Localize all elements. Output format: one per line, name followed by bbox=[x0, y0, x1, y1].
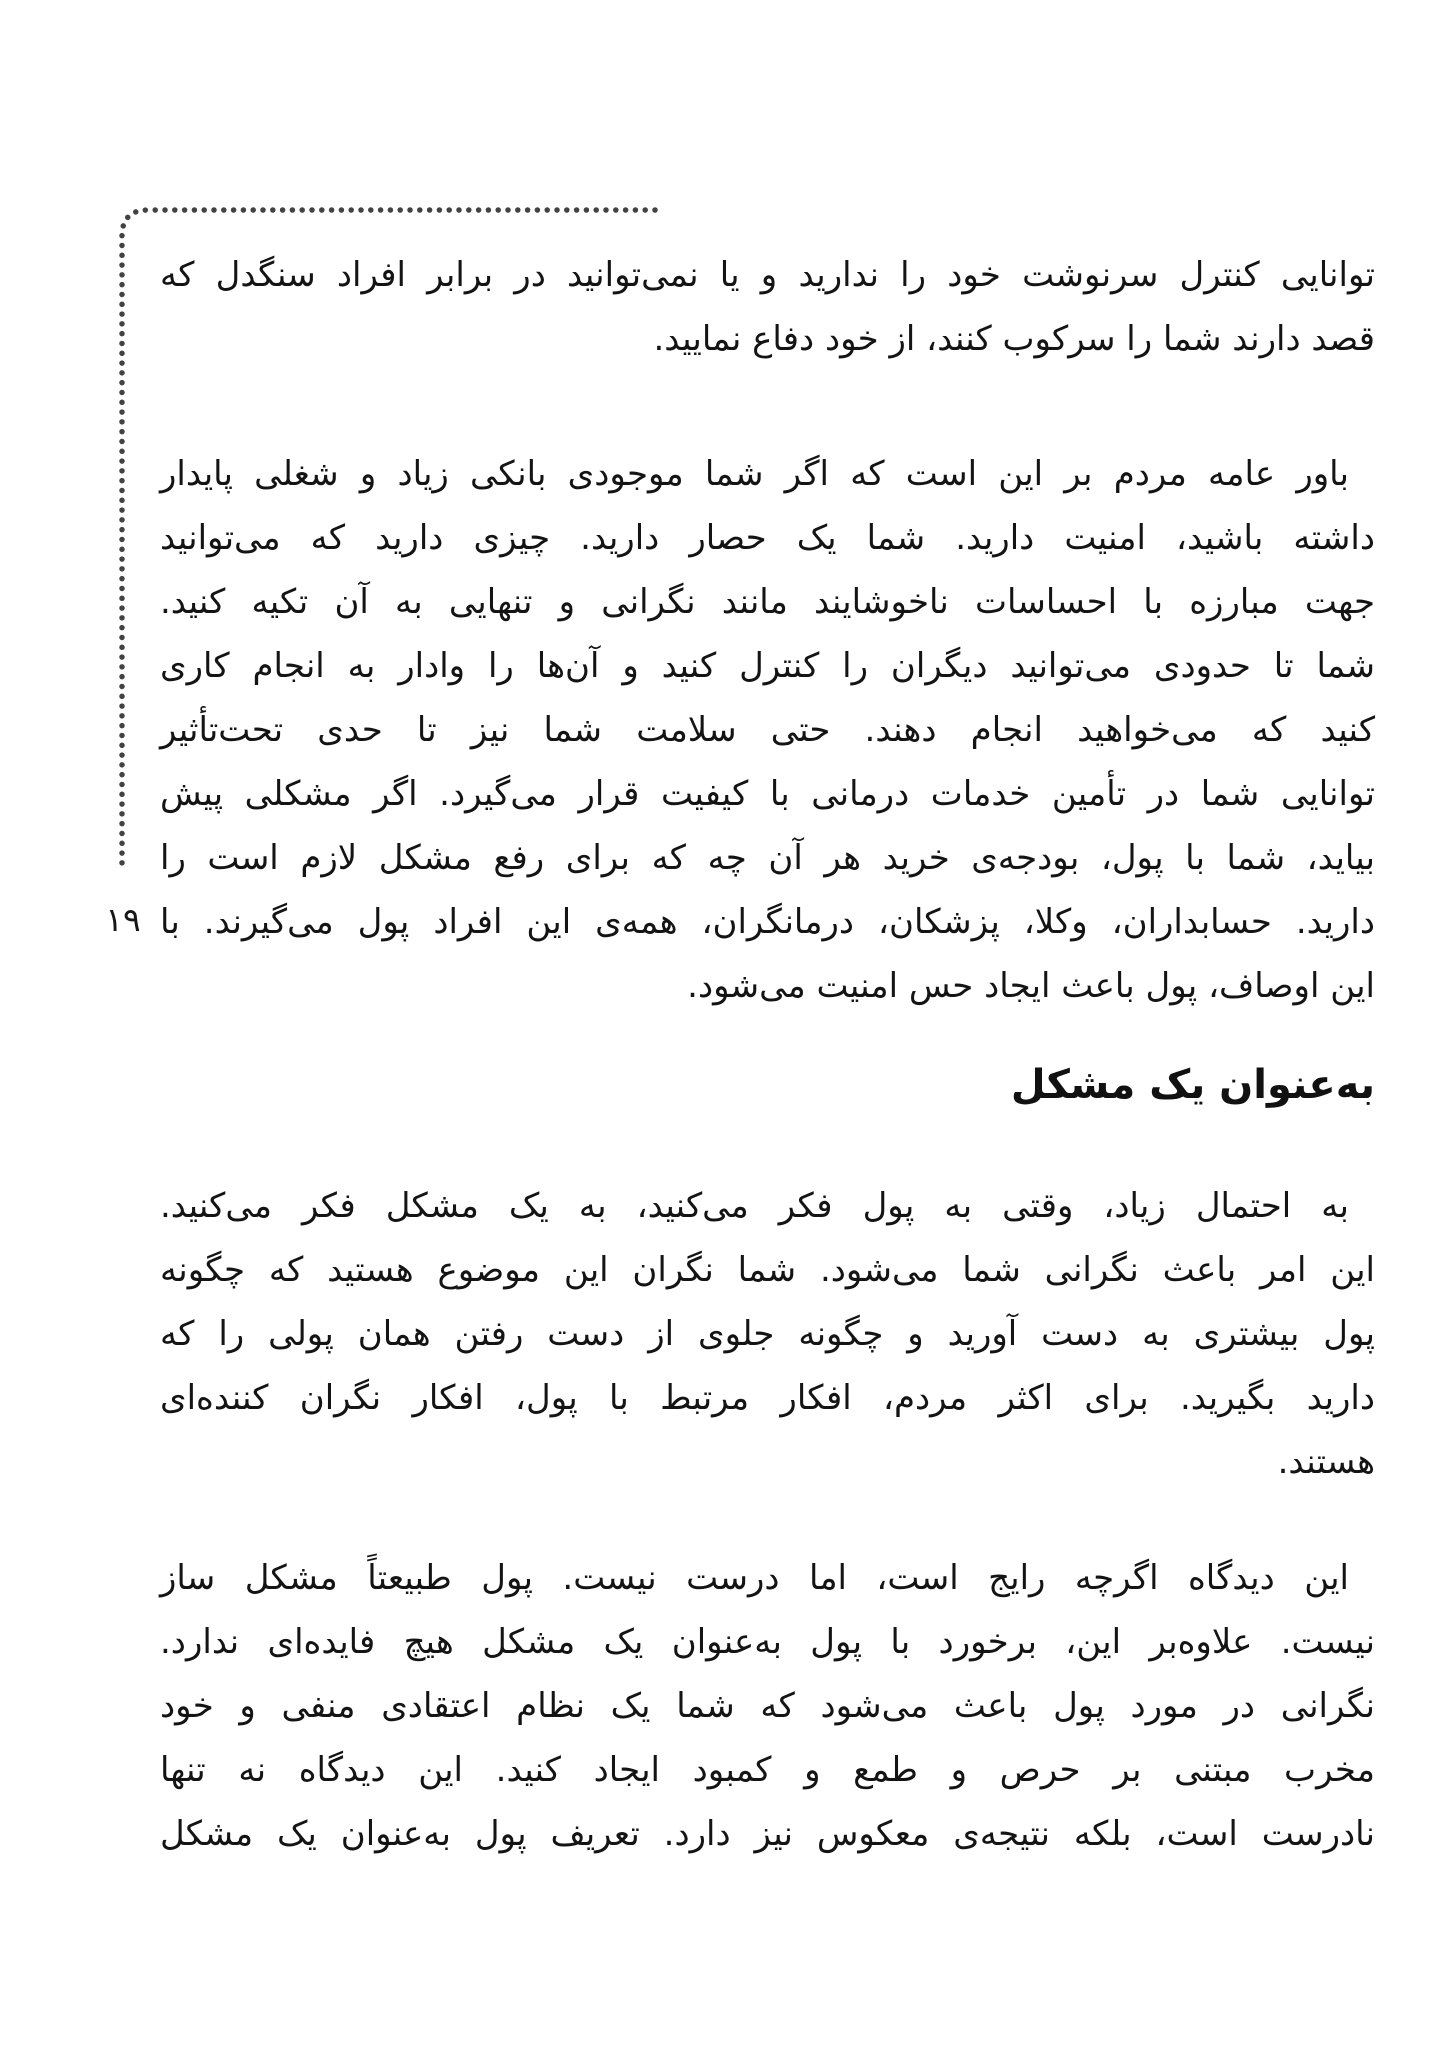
text-line: مخرب مبتنی بر حرص و طمع و کمبود ایجاد کنید. این دیدگاه نه تنها bbox=[160, 1750, 1375, 1790]
text-line: توانایی کنترل سرنوشت خود را ندارید و یا نمی‌توانید در برابر افراد سنگدل که bbox=[160, 255, 1375, 295]
text-line: نیست. علاوه‌بر این، برخورد با پول به‌عنوان یک مشکل هیچ فایده‌ای ندارد. bbox=[160, 1622, 1375, 1662]
body-text bbox=[160, 243, 1375, 1866]
text-line: کنید که می‌خواهید انجام دهند. حتی سلامت شما نیز تا حدی تحت‌تأثیر bbox=[160, 710, 1375, 750]
text-line: این اوصاف، پول باعث ایجاد حس امنیت می‌شود. bbox=[687, 966, 1375, 1006]
paragraph bbox=[160, 442, 1375, 1018]
text-line: دارید بگیرید. برای اکثر مردم، افکار مرتبط با پول، افکار نگران کننده‌ای bbox=[160, 1378, 1375, 1418]
text-line: پول بیشتری به دست آورید و چگونه جلوی از دست رفتن همان پولی را که bbox=[160, 1314, 1375, 1354]
paragraph bbox=[160, 243, 1375, 371]
paragraph bbox=[160, 1546, 1375, 1866]
text-line: نادرست است، بلکه نتیجه‌ی معکوس نیز دارد. تعریف پول به‌عنوان یک مشکل bbox=[160, 1814, 1375, 1854]
paragraph bbox=[160, 1174, 1375, 1494]
text-line: توانایی شما در تأمین خدمات درمانی با کیفیت قرار می‌گیرد. اگر مشکلی پیش bbox=[160, 774, 1375, 814]
text-line: جهت مبارزه با احساسات ناخوشایند مانند نگرانی و تنهایی به آن تکیه کنید. bbox=[160, 582, 1375, 622]
section-heading: به‌عنوان یک مشکل bbox=[1010, 1062, 1375, 1108]
text-line: این دیدگاه اگرچه رایج است، اما درست نیست. پول طبیعتاً مشکل ساز bbox=[160, 1558, 1349, 1598]
text-line: به احتمال زیاد، وقتی به پول فکر می‌کنید، به یک مشکل فکر می‌کنید. bbox=[160, 1186, 1349, 1226]
text-line: باور عامه مردم بر این است که اگر شما موجودی بانکی زیاد و شغلی پایدار bbox=[160, 454, 1349, 494]
text-line: دارید. حسابداران، وکلا، پزشکان، درمانگران، همه‌ی این افراد پول می‌گیرند. با bbox=[160, 902, 1375, 942]
text-line: قصد دارند شما را سرکوب کنند، از خود دفاع نمایید. bbox=[653, 319, 1375, 359]
text-line: بیاید، شما با پول، بودجه‌ی خرید هر آن چه که برای رفع مشکل لازم است را bbox=[160, 838, 1375, 878]
text-line: هستند. bbox=[1277, 1442, 1375, 1482]
text-line: این امر باعث نگرانی شما می‌شود. شما نگران این موضوع هستید که چگونه bbox=[160, 1250, 1375, 1290]
text-line: شما تا حدودی می‌توانید دیگران را کنترل کنید و آن‌ها را وادار به انجام کاری bbox=[160, 646, 1375, 686]
text-line: نگرانی در مورد پول باعث می‌شود که شما یک نظام اعتقادی منفی و خود bbox=[160, 1686, 1375, 1726]
text-line: داشته باشید، امنیت دارید. شما یک حصار دارید. چیزی دارید که می‌توانید bbox=[160, 518, 1375, 558]
page-number: ۱۹ bbox=[105, 900, 141, 939]
